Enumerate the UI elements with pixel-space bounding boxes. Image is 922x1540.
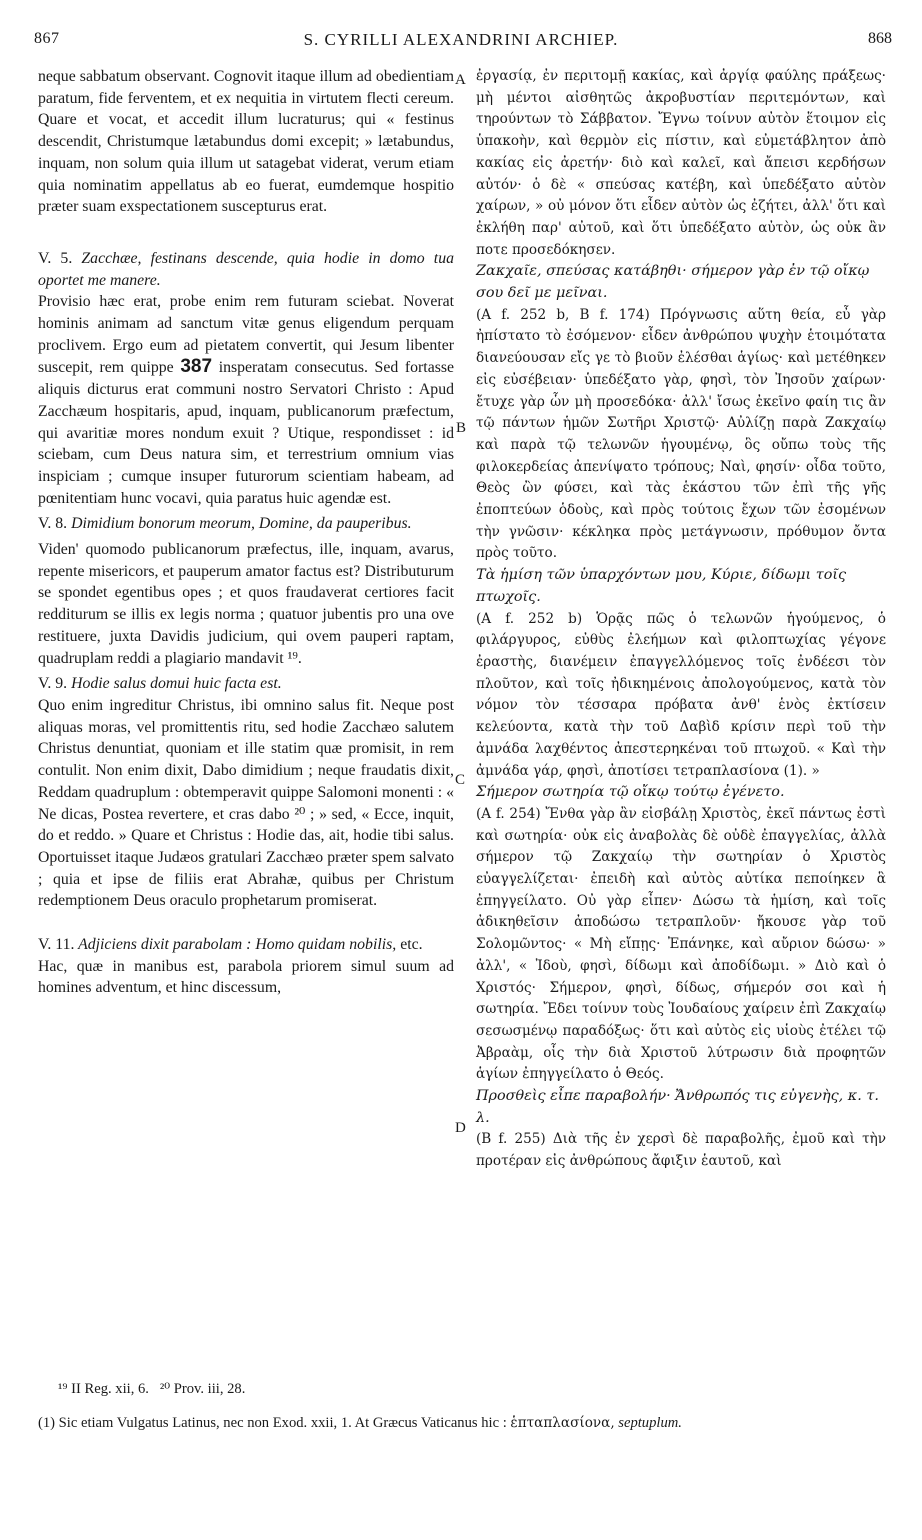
margin-letter-c: C bbox=[455, 772, 466, 788]
lemma-text: Zacchæe, festinans descende, quia hodie in domo tua oportet me manere. bbox=[38, 249, 454, 289]
latin-paragraph: Quo enim ingreditur Christus, ibi omnino salus fit. Neque post aliquas moras, vel promittentis ritu, sed hodie Zacchæo salutem Christus denuntiat, quoniam et ille statim quæ promisit, in rem contulit. Non enim dixit, Dabo dimidium ; neque fraudatis dixit, Reddam quadruplum : obtemperavit quippe Salomoni monenti : « Ne dicas, Postea revertere, et cras dabo ²⁰ ; » sed, « Ecce, inquit, do et reddo. » Quare et Christus : Hodie das, ait, hodie tibi salus. Oportuisset itaque Judæos gratulari Zacchæo præter spem salvato ; quia et ipse de filiis erat Abrahæ, quibus per Christum redemptionem Deus oraculo prophetarum promiserat. bbox=[38, 696, 454, 910]
latin-paragraph: Hac, quæ in manibus est, parabola priorem simul suum ad homines adventum, et hinc discessum, bbox=[38, 957, 454, 997]
lemma-text: Adjiciens dixit parabolam : Homo quidam nobilis, bbox=[78, 936, 397, 954]
footnotes bbox=[38, 1380, 888, 1433]
verse-number: V. 11. bbox=[38, 936, 75, 954]
greek-paragraph: (A f. 252 b) Ὁρᾷς πῶς ὁ τελωνῶν ἡγούμενος, ὁ φιλάργυρος, εὐθὺς ἐλεήμων καὶ φιλοπτωχίας γέγονε ἐραστὴς, διανέμειν ἐπαγγελλόμενος τοῖς ἐνδέεσι τὸν πλοῦτον, καὶ τοῖς ἠδικημένοις ἀπολογούμενος, κατὰ τὸν νόμον τὸν τέσσαρα πρόβατα ἀνθ' ἑνὸς ἐκτίσειν κελεύοντα, κατὰ τὴν τοῦ Δαβὶδ κρίσιν περὶ τοῦ τὴν ἀμνάδα λαχθέντος ἀπεστερηκέναι τοῦ πτωχοῦ. « Καὶ τὴν ἀμνάδα γάρ, φησὶ, ἀποτίσει τετραπλασίονα (1). » bbox=[476, 610, 886, 779]
greek-column bbox=[476, 66, 886, 1173]
latin-paragraph: neque sabbatum observant. Cognovit itaque illum ad obedientiam paratum, fide ferventem, et ex nequitia in virtutem flecti cereum. Quare et vocat, et accedit illum lucraturus; qui « festinus descendit, Christumque lætabundus domi excepit; » lætabundus, inquam, non solum quia illum ut satagebat viderat, verum etiam quia nominatim appellatus ab eo fuerat, eumdemque hospitio præter suam exspectationem suscepturus erat. bbox=[38, 68, 454, 216]
greek-lemma: Σήμερον σωτηρία τῷ οἴκῳ τούτῳ ἐγένετο. bbox=[476, 784, 785, 801]
margin-letter-b: B bbox=[456, 420, 467, 436]
footnote-greek: ἑπταπλασίονα, bbox=[510, 1415, 615, 1431]
verse-lemma bbox=[38, 673, 454, 695]
margin-letter-d: D bbox=[455, 1120, 466, 1136]
verse-number: V. 9. bbox=[38, 675, 68, 693]
greek-lemma: Τὰ ἡμίση τῶν ὑπαρχόντων μου, Κύριε, δίδωμι τοῖς πτωχοῖς. bbox=[476, 567, 847, 605]
verse-lemma bbox=[38, 934, 454, 956]
verse-number: V. 8. bbox=[38, 515, 68, 533]
page-header bbox=[0, 30, 922, 60]
margin-letter-a: A bbox=[455, 72, 466, 88]
footnote-1 bbox=[38, 1414, 888, 1433]
latin-text: Provisio hæc erat, probe enim rem futuram sciebat. Noverat hominis animam ad sanctum vitæ genus eligendum perquam proclivem. Ergo eum ad pietatem convertit, qui Jesum libenter suscepit, rem quippe bbox=[38, 293, 454, 377]
greek-paragraph: (B f. 255) Διὰ τῆς ἐν χερσὶ δὲ παραβολῆς, ἐμοῦ καὶ τὴν προτέραν εἰς ἀνθρώπους ἄφιξιν ἑαυτοῦ, καὶ bbox=[476, 1131, 886, 1170]
page-number-left: 867 bbox=[34, 30, 60, 47]
latin-paragraph bbox=[38, 291, 454, 509]
page-marker: 387 bbox=[180, 356, 213, 378]
latin-column bbox=[38, 66, 454, 999]
footnote-text: (1) Sic etiam Vulgatus Latinus, nec non Exod. xxii, 1. At Græcus Vaticanus hic : bbox=[38, 1415, 507, 1431]
verse-lemma bbox=[38, 248, 454, 291]
greek-lemma: Προσθεὶς εἶπε παραβολήν· Ἄνθρωπός τις εὐγενὴς, κ. τ. λ. bbox=[476, 1088, 879, 1126]
greek-paragraph: (A f. 252 b, B f. 174) Πρόγνωσις αὕτη θεία, εὖ γὰρ ἠπίστατο τὸ ἐσόμενον· εἶδεν ἀνθρώπου ψυχὴν ἑτοιμότατα διανεύουσαν εἴς γε τὸ βιοῦν ἐλέσθαι ἁγίως· καὶ μετέθηκεν εἰς εὐσέβειαν· ὑπεδέξατο γὰρ, φησὶ, τὸν Ἰησοῦν χαίρων· ἔτυχε γὰρ ὧν μὴ προσεδόκα· ἀλλ' ἴσως ἐκεῖνο φαίη τις ἂν τῷ πάντων ἡμῶν Σωτῆρι Χριστῷ· Αὐλίζῃ παρὰ Ζακχαίῳ καὶ παρὰ τῷ τελωνῶν ἡγουμένῳ, ὃς οὔπω τοὺς τῆς φιλοκερδείας ἀπενίψατο τρόπους; Ναὶ, φησίν· οἶδα τοῦτο, Θεὸς ὢν φύσει, καὶ τὰς ἑκάστου τῶν ἐπὶ τῆς γῆς ἐποπτεύων ὁδοὺς, καὶ πρὸς τούτοις ἔχων τῶν ἐσομένων τὴν γνῶσιν· κέκληκα πρὸς μετάγνωσιν, πρόθυμον ὄντα πρὸς τοῦτο. bbox=[476, 306, 886, 562]
verse-number: V. 5. bbox=[38, 249, 73, 267]
greek-lemma: Ζακχαῖε, σπεύσας κατάβηθι· σήμερον γὰρ ἐν τῷ οἴκῳ σου δεῖ με μεῖναι. bbox=[476, 263, 870, 302]
running-title: S. CYRILLI ALEXANDRINI ARCHIEP. bbox=[303, 30, 619, 49]
footnote-italic: septuplum. bbox=[618, 1415, 682, 1431]
latin-paragraph: Viden' quomodo publicanorum præfectus, ille, inquam, avarus, repente misericors, et pauperum amator factus est? Distributurum se spondet egentibus opes ; et quos fraudaverat certiores facit redditurum se illis ex legis norma ; quatuor jubentis pro una ove restituere, juxta Davidis judicium, qui ovem pauperi raptam, quadruplam reddi a plagiario mandavit ¹⁹. bbox=[38, 541, 454, 667]
greek-paragraph: (A f. 254) Ἔνθα γὰρ ἂν εἰσβάλῃ Χριστὸς, ἐκεῖ πάντως ἐστὶ καὶ σωτηρία· οὐκ εἰς ἀναβολὰς δὲ οὐδὲ ἐπαγγελίας, ἀλλὰ σήμερον τῷ Ζακχαίῳ τὴν σωτηρίαν ὁ Χριστὸς εὐαγγελίζεται· ἐπειδὴ καὶ αὐτὸς αὐτίκα πεποίηκεν ἃ ἐπηγγείλατο. Οὐ γὰρ εἶπεν· Δώσω τὰ ἡμίση, καὶ τοῖς ἀδικηθεῖσιν ἀποδώσω τετραπλοῦν· ἤκουσε γὰρ τοῦ Σολομῶντος· « Μὴ εἴπῃς· Ἐπάνηκε, καὶ αὔριον δώσω· » ἀλλ', « Ἰδοὺ, φησὶ, δίδωμι καὶ ἀποδίδωμι. » Διὸ καὶ ὁ Χριστός· Σήμερον, φησὶ, δίδως, σήμερόν σοι καὶ ἡ σωτηρία. Ἔδει τοίνυν τοὺς Ἰουδαίους χαίρειν ἐπὶ Ζακχαίῳ σεσωσμένῳ παραδόξως· ὅτι καὶ αὐτὸς εἰς υἱοὺς ἐτέλει τῷ Ἀβραὰμ, οἷς τὴν διὰ Χριστοῦ λύτρωσιν διὰ προφητῶν ἁγίων ἐπηγγείλατο ὁ Θεός. bbox=[476, 805, 886, 1083]
greek-paragraph: ἐργασίᾳ, ἐν περιτομῇ κακίας, καὶ ἀργίᾳ φαύλης πράξεως· μὴ μέντοι αἰσθητῶς ἀκροβυστίαν περιτεμόντων, καὶ τηρούντων τὸ Σάββατον. Ἔγνω τοίνυν αὐτὸν ἕτοιμον εἰς ὑπακοὴν, καὶ θερμὸν εἰς πίστιν, καὶ εὐμετάβλητον ἀπὸ κακίας εἰς ἀρετήν· διὸ καὶ καλεῖ, καὶ ἄπεισι κερδήσων αὐτόν· ὁ δὲ « σπεύσας κατέβη, καὶ ὑπεδέξατο αὐτὸν χαίρων, » οὐ μόνον ὅτι εἶδεν αὐτὸν ὡς ἐζήτει, ἀλλ' ὅτι καὶ ἐκλήθη παρ' αὐτοῦ, καὶ ὅτι ὑπεδέξατο αὐτὸν, ὡς οὐκ ἂν ποτε προσεδόκησεν. bbox=[476, 68, 886, 258]
verse-lemma bbox=[38, 513, 454, 535]
page-number-right: 868 bbox=[868, 30, 892, 47]
lemma-text: Hodie salus domui huic facta est. bbox=[71, 675, 282, 693]
latin-text: insperatam consecutus. Sed fortasse aliquis dicturus erat communi nostro Servatori Christo : Apud Zacchæum hospitaris, apud, inquam, publicanorum præfectum, qui avaritiæ mores nondum exuit ? Utique, respondisset : id sciebam, cum Deus natura sim, et terrestrium omnium vias inspiciam ; cumque insuper futurorum scientiam habeam, ad pœnitentiam hunc vocavi, quia paratus huic agendæ est. bbox=[38, 359, 455, 507]
lemma-text: Dimidium bonorum meorum, Domine, da pauperibus. bbox=[71, 515, 412, 533]
lemma-etc: etc. bbox=[400, 936, 423, 954]
footnote-references: ¹⁹ II Reg. xii, 6. ²⁰ Prov. iii, 28. bbox=[58, 1381, 246, 1397]
